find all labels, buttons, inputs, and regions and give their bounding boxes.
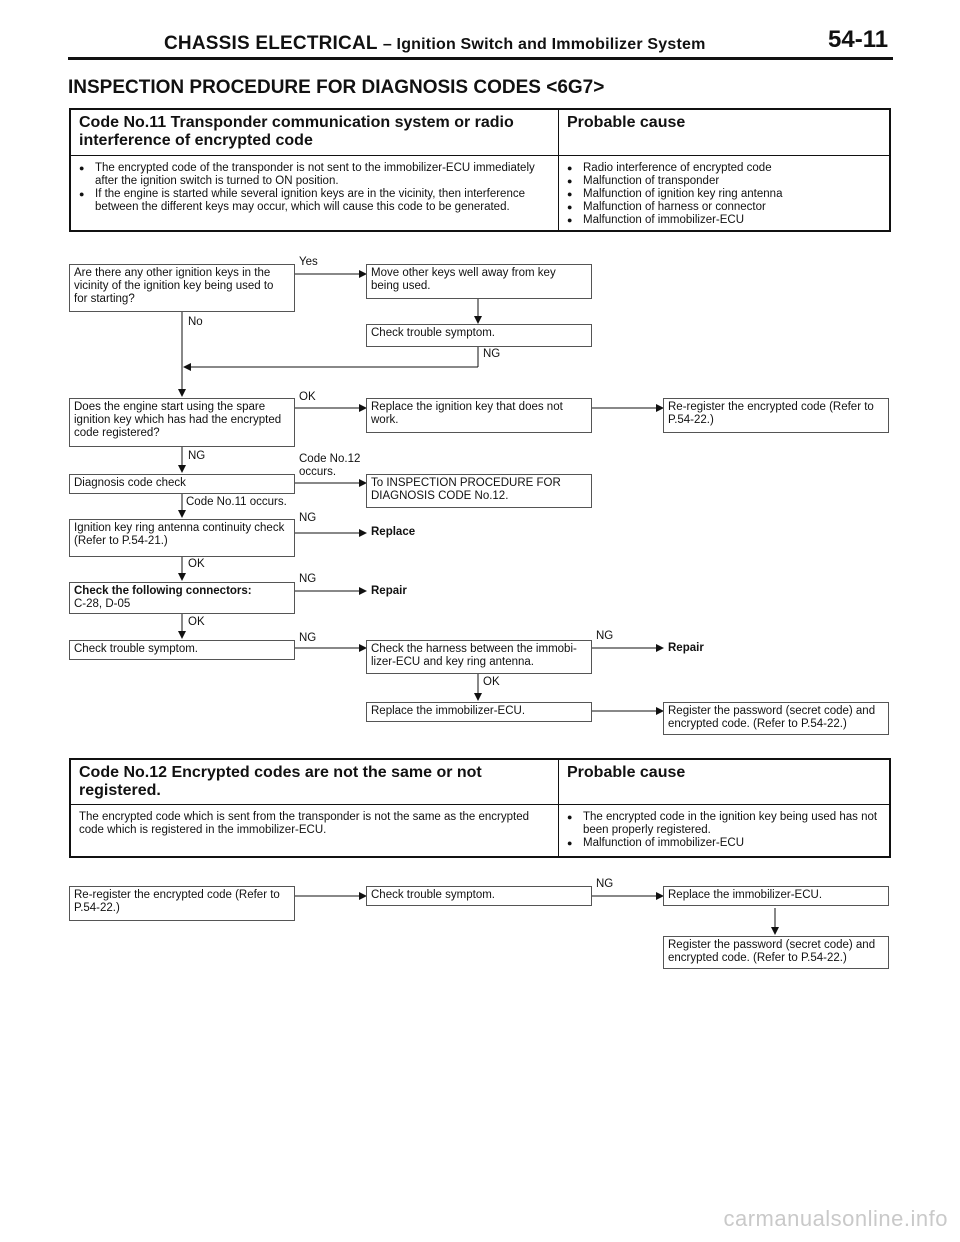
check-connectors-box — [69, 582, 295, 614]
ok-label-1: OK — [299, 391, 316, 403]
replace-label: Replace — [371, 526, 416, 538]
code11-cause-item: ● Malfunction of ignition key ring antenna — [567, 188, 881, 201]
ng-label-4: NG — [299, 573, 317, 585]
code12-title-line2: registered. — [79, 782, 161, 799]
code12-description-cell — [71, 805, 559, 857]
header-main-title: CHASSIS ELECTRICAL — [164, 33, 378, 54]
code12-title-cell — [71, 760, 559, 804]
code11-description-item: ● If the engine is started while several ignition keys are in the vicinity, then interference between the different keys may occur, which will cause this code to be generated. — [79, 188, 550, 214]
header-subtitle: – Ignition Switch and Immobilizer System — [382, 36, 706, 53]
question-other-keys: Are there any other ignition keys in the vicinity of the ignition key being used to for starting? — [69, 264, 295, 312]
code12-table — [69, 758, 891, 858]
code11-description-item: ● The encrypted code of the transponder is not sent to the immobilizer-ECU immediately after the ignition switch is turned to ON position. — [79, 162, 550, 188]
code11-occurs-label: Code No.11 occurs. — [186, 496, 287, 508]
page-number: 54-11 — [828, 26, 889, 53]
reregister-box-2: Re-register the encrypted code (Refer to P.54-22.) — [69, 886, 295, 921]
code11-title-line2: interference of encrypted code — [79, 132, 313, 149]
code12-probable-header-cell — [559, 760, 889, 804]
repair-label-2: Repair — [668, 642, 704, 654]
code11-cause-item: ● Radio interference of encrypted code — [567, 162, 881, 175]
code12-cause-item: ● Malfunction of immobilizer-ECU — [567, 837, 881, 850]
question-spare-key: Does the engine start using the spare ignition key which has had the encrypted code registered? — [69, 398, 295, 447]
diagnosis-code-check-box: Diagnosis code check — [69, 474, 295, 494]
reregister-box-1: Re-register the encrypted code (Refer to P.54-22.) — [663, 398, 889, 433]
repair-label-1: Repair — [371, 585, 407, 597]
code11-title-line1: Code No.11 Transponder communication system or radio — [79, 114, 514, 131]
to-code12-box: To INSPECTION PROCEDURE FOR DIAGNOSIS CODE No.12. — [366, 474, 592, 508]
ng-label-3: NG — [299, 512, 317, 524]
check-symptom-box-3: Check trouble symptom. — [366, 886, 592, 906]
ng-label-6: NG — [596, 630, 614, 642]
yes-label: Yes — [299, 256, 318, 268]
ok-label-4: OK — [483, 676, 500, 688]
code12-title-line1: Code No.12 Encrypted codes are not the same or not — [79, 764, 482, 781]
antenna-check-box: Ignition key ring antenna continuity check (Refer to P.54-21.) — [69, 519, 295, 557]
code12-occurs-label: Code No.12 occurs. — [299, 453, 361, 478]
code12-causes-cell — [559, 805, 889, 857]
code11-cause-item: ● Malfunction of harness or connector — [567, 201, 881, 214]
code11-cause-item: ● Malfunction of immobilizer-ECU — [567, 214, 881, 227]
no-label: No — [188, 316, 203, 328]
watermark: carmanualsonline.info — [723, 1206, 948, 1231]
replace-ecu-box-1: Replace the immobilizer-ECU. — [366, 702, 592, 722]
replace-key-box: Replace the ignition key that does not work. — [366, 398, 592, 433]
ng-label-7: NG — [596, 878, 614, 890]
connectors-list: C-28, D-05 — [74, 598, 131, 610]
code11-probable-header: Probable cause — [567, 114, 686, 131]
code12-cause-item: ● The encrypted code in the ignition key being used has not been properly registered. — [567, 811, 881, 837]
ok-label-3: OK — [188, 616, 205, 628]
ng-label-5: NG — [299, 632, 317, 644]
code12-description: The encrypted code which is sent from the transponder is not the same as the encrypted code which is registered in the immobilizer-ECU. — [79, 811, 530, 836]
check-symptom-box-1: Check trouble symptom. — [366, 324, 592, 347]
ok-label-2: OK — [188, 558, 205, 570]
code12-probable-header: Probable cause — [567, 764, 686, 781]
check-symptom-box-2: Check trouble symptom. — [69, 640, 295, 660]
register-password-box-2: Register the password (secret code) and encrypted code. (Refer to P.54-22.) — [663, 936, 889, 969]
code11-cause-item: ● Malfunction of transponder — [567, 175, 881, 188]
move-keys-box: Move other keys well away from key being used. — [366, 264, 592, 299]
register-password-box-1: Register the password (secret code) and encrypted code. (Refer to P.54-22.) — [663, 702, 889, 735]
harness-check-box: Check the harness between the immobi-lizer-ECU and key ring antenna. — [366, 640, 592, 674]
ng-label-2: NG — [188, 450, 206, 462]
ng-label-1: NG — [483, 348, 501, 360]
connectors-title: Check the following connectors: — [74, 585, 252, 597]
page-heading: INSPECTION PROCEDURE FOR DIAGNOSIS CODES <6G7> — [68, 77, 605, 98]
replace-ecu-box-2: Replace the immobilizer-ECU. — [663, 886, 889, 906]
